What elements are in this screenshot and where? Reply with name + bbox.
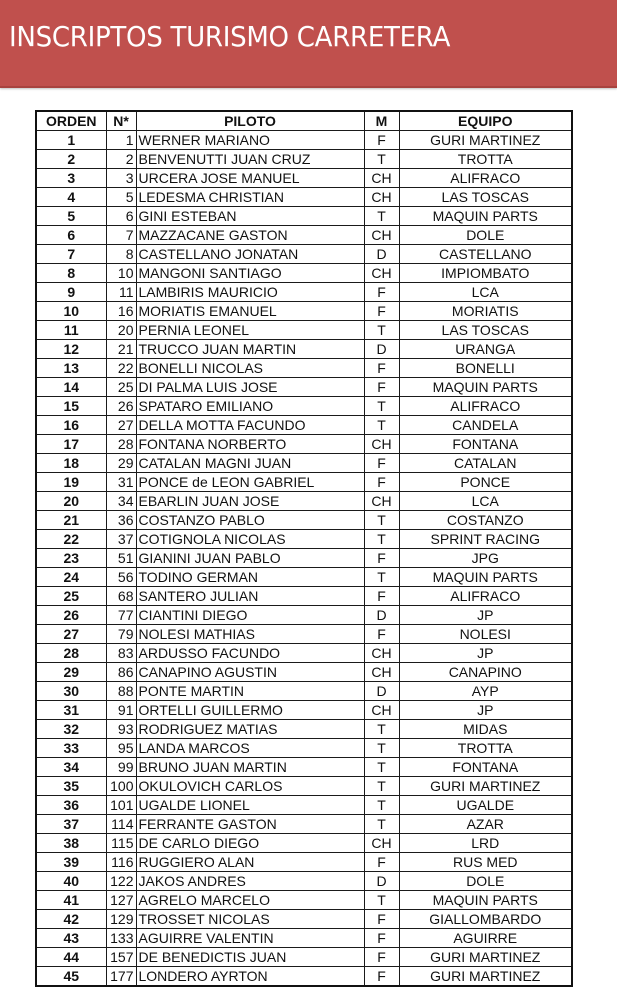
cell-number: 37 bbox=[106, 530, 136, 549]
cell-number: 129 bbox=[106, 910, 136, 929]
cell-piloto: TODINO GERMAN bbox=[136, 568, 364, 587]
cell-piloto: TROSSET NICOLAS bbox=[136, 910, 364, 929]
cell-orden: 33 bbox=[36, 739, 106, 758]
cell-equipo: ALIFRACO bbox=[399, 169, 572, 188]
table-row bbox=[36, 321, 572, 340]
cell-number: 2 bbox=[106, 150, 136, 169]
cell-orden: 5 bbox=[36, 207, 106, 226]
cell-equipo: TROTTA bbox=[399, 150, 572, 169]
column-header-equipo: EQUIPO bbox=[399, 111, 572, 131]
cell-marca: D bbox=[364, 682, 399, 701]
table-row bbox=[36, 682, 572, 701]
cell-piloto: BENVENUTTI JUAN CRUZ bbox=[136, 150, 364, 169]
cell-orden: 19 bbox=[36, 473, 106, 492]
cell-equipo: FONTANA bbox=[399, 758, 572, 777]
cell-piloto: MANGONI SANTIAGO bbox=[136, 264, 364, 283]
cell-equipo: ALIFRACO bbox=[399, 587, 572, 606]
cell-piloto: CIANTINI DIEGO bbox=[136, 606, 364, 625]
table-row bbox=[36, 948, 572, 967]
cell-number: 133 bbox=[106, 929, 136, 948]
cell-equipo: MAQUIN PARTS bbox=[399, 891, 572, 910]
cell-number: 79 bbox=[106, 625, 136, 644]
cell-equipo: CANDELA bbox=[399, 416, 572, 435]
cell-marca: T bbox=[364, 777, 399, 796]
cell-piloto: EBARLIN JUAN JOSE bbox=[136, 492, 364, 511]
entries-table bbox=[35, 110, 573, 987]
cell-equipo: MAQUIN PARTS bbox=[399, 207, 572, 226]
cell-orden: 26 bbox=[36, 606, 106, 625]
cell-marca: T bbox=[364, 796, 399, 815]
cell-equipo: LCA bbox=[399, 283, 572, 302]
cell-orden: 7 bbox=[36, 245, 106, 264]
cell-equipo: RUS MED bbox=[399, 853, 572, 872]
cell-orden: 34 bbox=[36, 758, 106, 777]
cell-equipo: AZAR bbox=[399, 815, 572, 834]
cell-orden: 18 bbox=[36, 454, 106, 473]
column-header-number: N* bbox=[106, 111, 136, 131]
cell-equipo: COSTANZO bbox=[399, 511, 572, 530]
cell-orden: 29 bbox=[36, 663, 106, 682]
cell-number: 95 bbox=[106, 739, 136, 758]
table-row bbox=[36, 777, 572, 796]
cell-equipo: JPG bbox=[399, 549, 572, 568]
table-row bbox=[36, 188, 572, 207]
cell-marca: T bbox=[364, 815, 399, 834]
table-row bbox=[36, 416, 572, 435]
table-body bbox=[36, 131, 572, 987]
cell-orden: 31 bbox=[36, 701, 106, 720]
cell-equipo: TROTTA bbox=[399, 739, 572, 758]
cell-piloto: SANTERO JULIAN bbox=[136, 587, 364, 606]
cell-number: 16 bbox=[106, 302, 136, 321]
cell-number: 83 bbox=[106, 644, 136, 663]
cell-orden: 38 bbox=[36, 834, 106, 853]
table-row bbox=[36, 454, 572, 473]
cell-piloto: WERNER MARIANO bbox=[136, 131, 364, 150]
cell-marca: T bbox=[364, 758, 399, 777]
cell-orden: 12 bbox=[36, 340, 106, 359]
cell-number: 99 bbox=[106, 758, 136, 777]
table-row bbox=[36, 720, 572, 739]
table-row bbox=[36, 169, 572, 188]
cell-number: 1 bbox=[106, 131, 136, 150]
cell-piloto: LEDESMA CHRISTIAN bbox=[136, 188, 364, 207]
cell-number: 20 bbox=[106, 321, 136, 340]
cell-number: 27 bbox=[106, 416, 136, 435]
cell-orden: 8 bbox=[36, 264, 106, 283]
cell-marca: F bbox=[364, 473, 399, 492]
column-header-orden: ORDEN bbox=[36, 111, 106, 131]
cell-number: 3 bbox=[106, 169, 136, 188]
cell-marca: D bbox=[364, 606, 399, 625]
cell-marca: T bbox=[364, 321, 399, 340]
cell-piloto: COSTANZO PABLO bbox=[136, 511, 364, 530]
cell-equipo: BONELLI bbox=[399, 359, 572, 378]
cell-piloto: RODRIGUEZ MATIAS bbox=[136, 720, 364, 739]
table-row bbox=[36, 359, 572, 378]
cell-equipo: JP bbox=[399, 606, 572, 625]
cell-number: 11 bbox=[106, 283, 136, 302]
cell-orden: 45 bbox=[36, 967, 106, 987]
cell-piloto: LAMBIRIS MAURICIO bbox=[136, 283, 364, 302]
table-row bbox=[36, 663, 572, 682]
cell-piloto: PERNIA LEONEL bbox=[136, 321, 364, 340]
cell-marca: D bbox=[364, 245, 399, 264]
table-row bbox=[36, 302, 572, 321]
cell-marca: T bbox=[364, 739, 399, 758]
table-row bbox=[36, 131, 572, 150]
cell-piloto: AGUIRRE VALENTIN bbox=[136, 929, 364, 948]
cell-piloto: AGRELO MARCELO bbox=[136, 891, 364, 910]
cell-marca: T bbox=[364, 397, 399, 416]
cell-equipo: LRD bbox=[399, 834, 572, 853]
cell-marca: T bbox=[364, 511, 399, 530]
cell-orden: 35 bbox=[36, 777, 106, 796]
cell-equipo: MIDAS bbox=[399, 720, 572, 739]
cell-number: 91 bbox=[106, 701, 136, 720]
table-row bbox=[36, 473, 572, 492]
cell-orden: 17 bbox=[36, 435, 106, 454]
cell-marca: F bbox=[364, 549, 399, 568]
cell-number: 77 bbox=[106, 606, 136, 625]
cell-equipo: CANAPINO bbox=[399, 663, 572, 682]
cell-equipo: GIALLOMBARDO bbox=[399, 910, 572, 929]
cell-equipo: URANGA bbox=[399, 340, 572, 359]
cell-orden: 42 bbox=[36, 910, 106, 929]
cell-piloto: TRUCCO JUAN MARTIN bbox=[136, 340, 364, 359]
cell-equipo: SPRINT RACING bbox=[399, 530, 572, 549]
cell-orden: 28 bbox=[36, 644, 106, 663]
cell-piloto: ARDUSSO FACUNDO bbox=[136, 644, 364, 663]
table-row bbox=[36, 378, 572, 397]
cell-orden: 24 bbox=[36, 568, 106, 587]
cell-number: 8 bbox=[106, 245, 136, 264]
table-row bbox=[36, 606, 572, 625]
cell-equipo: CASTELLANO bbox=[399, 245, 572, 264]
title-banner bbox=[0, 0, 617, 88]
cell-orden: 22 bbox=[36, 530, 106, 549]
cell-number: 6 bbox=[106, 207, 136, 226]
table-row bbox=[36, 625, 572, 644]
cell-marca: F bbox=[364, 587, 399, 606]
cell-marca: F bbox=[364, 910, 399, 929]
cell-marca: F bbox=[364, 454, 399, 473]
cell-piloto: BRUNO JUAN MARTIN bbox=[136, 758, 364, 777]
table-row bbox=[36, 587, 572, 606]
cell-marca: F bbox=[364, 359, 399, 378]
cell-orden: 3 bbox=[36, 169, 106, 188]
cell-orden: 15 bbox=[36, 397, 106, 416]
cell-piloto: ORTELLI GUILLERMO bbox=[136, 701, 364, 720]
table-row bbox=[36, 207, 572, 226]
table-row bbox=[36, 340, 572, 359]
cell-equipo: JP bbox=[399, 701, 572, 720]
cell-piloto: LANDA MARCOS bbox=[136, 739, 364, 758]
cell-marca: CH bbox=[364, 264, 399, 283]
cell-piloto: MORIATIS EMANUEL bbox=[136, 302, 364, 321]
cell-equipo: DOLE bbox=[399, 872, 572, 891]
table-row bbox=[36, 492, 572, 511]
cell-piloto: LONDERO AYRTON bbox=[136, 967, 364, 987]
cell-marca: CH bbox=[364, 644, 399, 663]
column-header-marca: M bbox=[364, 111, 399, 131]
table-row bbox=[36, 796, 572, 815]
table-row bbox=[36, 834, 572, 853]
cell-orden: 40 bbox=[36, 872, 106, 891]
cell-number: 68 bbox=[106, 587, 136, 606]
cell-equipo: ALIFRACO bbox=[399, 397, 572, 416]
cell-orden: 21 bbox=[36, 511, 106, 530]
cell-orden: 6 bbox=[36, 226, 106, 245]
cell-orden: 14 bbox=[36, 378, 106, 397]
table-row bbox=[36, 758, 572, 777]
cell-orden: 44 bbox=[36, 948, 106, 967]
cell-orden: 2 bbox=[36, 150, 106, 169]
table-row bbox=[36, 530, 572, 549]
cell-number: 127 bbox=[106, 891, 136, 910]
cell-marca: T bbox=[364, 891, 399, 910]
cell-number: 5 bbox=[106, 188, 136, 207]
cell-piloto: GIANINI JUAN PABLO bbox=[136, 549, 364, 568]
cell-marca: CH bbox=[364, 701, 399, 720]
cell-equipo: NOLESI bbox=[399, 625, 572, 644]
table-row bbox=[36, 872, 572, 891]
cell-number: 7 bbox=[106, 226, 136, 245]
table-row bbox=[36, 245, 572, 264]
cell-marca: T bbox=[364, 720, 399, 739]
cell-piloto: MAZZACANE GASTON bbox=[136, 226, 364, 245]
table-row bbox=[36, 929, 572, 948]
cell-marca: CH bbox=[364, 435, 399, 454]
cell-equipo: LAS TOSCAS bbox=[399, 188, 572, 207]
cell-number: 28 bbox=[106, 435, 136, 454]
cell-marca: T bbox=[364, 530, 399, 549]
cell-number: 88 bbox=[106, 682, 136, 701]
table-row bbox=[36, 815, 572, 834]
cell-equipo: FONTANA bbox=[399, 435, 572, 454]
cell-marca: T bbox=[364, 568, 399, 587]
cell-piloto: DI PALMA LUIS JOSE bbox=[136, 378, 364, 397]
cell-orden: 13 bbox=[36, 359, 106, 378]
cell-marca: F bbox=[364, 283, 399, 302]
cell-number: 29 bbox=[106, 454, 136, 473]
cell-piloto: PONTE MARTIN bbox=[136, 682, 364, 701]
cell-number: 31 bbox=[106, 473, 136, 492]
cell-number: 100 bbox=[106, 777, 136, 796]
cell-orden: 27 bbox=[36, 625, 106, 644]
cell-piloto: NOLESI MATHIAS bbox=[136, 625, 364, 644]
cell-marca: CH bbox=[364, 226, 399, 245]
cell-number: 10 bbox=[106, 264, 136, 283]
cell-number: 34 bbox=[106, 492, 136, 511]
cell-equipo: MORIATIS bbox=[399, 302, 572, 321]
cell-equipo: GURI MARTINEZ bbox=[399, 777, 572, 796]
cell-marca: T bbox=[364, 150, 399, 169]
cell-orden: 25 bbox=[36, 587, 106, 606]
cell-marca: CH bbox=[364, 663, 399, 682]
cell-equipo: UGALDE bbox=[399, 796, 572, 815]
table-row bbox=[36, 910, 572, 929]
cell-piloto: URCERA JOSE MANUEL bbox=[136, 169, 364, 188]
cell-number: 122 bbox=[106, 872, 136, 891]
cell-piloto: CATALAN MAGNI JUAN bbox=[136, 454, 364, 473]
cell-orden: 37 bbox=[36, 815, 106, 834]
cell-number: 116 bbox=[106, 853, 136, 872]
cell-equipo: DOLE bbox=[399, 226, 572, 245]
cell-piloto: DE BENEDICTIS JUAN bbox=[136, 948, 364, 967]
cell-equipo: IMPIOMBATO bbox=[399, 264, 572, 283]
column-header-piloto: PILOTO bbox=[136, 111, 364, 131]
cell-orden: 41 bbox=[36, 891, 106, 910]
cell-piloto: GINI ESTEBAN bbox=[136, 207, 364, 226]
cell-marca: F bbox=[364, 853, 399, 872]
cell-orden: 4 bbox=[36, 188, 106, 207]
cell-number: 25 bbox=[106, 378, 136, 397]
cell-number: 86 bbox=[106, 663, 136, 682]
cell-marca: T bbox=[364, 416, 399, 435]
table-row bbox=[36, 891, 572, 910]
cell-number: 177 bbox=[106, 967, 136, 987]
cell-marca: D bbox=[364, 872, 399, 891]
cell-number: 114 bbox=[106, 815, 136, 834]
cell-piloto: CASTELLANO JONATAN bbox=[136, 245, 364, 264]
cell-piloto: DE CARLO DIEGO bbox=[136, 834, 364, 853]
cell-marca: F bbox=[364, 625, 399, 644]
cell-equipo: GURI MARTINEZ bbox=[399, 967, 572, 987]
cell-marca: D bbox=[364, 340, 399, 359]
page-title: INSCRIPTOS TURISMO CARRETERA bbox=[9, 20, 451, 53]
cell-orden: 9 bbox=[36, 283, 106, 302]
cell-marca: F bbox=[364, 929, 399, 948]
table-row bbox=[36, 549, 572, 568]
cell-equipo: CATALAN bbox=[399, 454, 572, 473]
cell-orden: 30 bbox=[36, 682, 106, 701]
cell-marca: CH bbox=[364, 834, 399, 853]
cell-piloto: UGALDE LIONEL bbox=[136, 796, 364, 815]
cell-equipo: JP bbox=[399, 644, 572, 663]
table-row bbox=[36, 701, 572, 720]
cell-piloto: SPATARO EMILIANO bbox=[136, 397, 364, 416]
cell-marca: F bbox=[364, 302, 399, 321]
cell-number: 157 bbox=[106, 948, 136, 967]
cell-orden: 39 bbox=[36, 853, 106, 872]
table-row bbox=[36, 853, 572, 872]
cell-orden: 20 bbox=[36, 492, 106, 511]
cell-orden: 36 bbox=[36, 796, 106, 815]
table-row bbox=[36, 511, 572, 530]
cell-orden: 23 bbox=[36, 549, 106, 568]
cell-number: 26 bbox=[106, 397, 136, 416]
cell-piloto: COTIGNOLA NICOLAS bbox=[136, 530, 364, 549]
cell-marca: F bbox=[364, 948, 399, 967]
cell-number: 22 bbox=[106, 359, 136, 378]
cell-equipo: AGUIRRE bbox=[399, 929, 572, 948]
cell-number: 36 bbox=[106, 511, 136, 530]
table-row bbox=[36, 568, 572, 587]
cell-equipo: GURI MARTINEZ bbox=[399, 948, 572, 967]
cell-number: 115 bbox=[106, 834, 136, 853]
cell-piloto: CANAPINO AGUSTIN bbox=[136, 663, 364, 682]
cell-equipo: AYP bbox=[399, 682, 572, 701]
table-row bbox=[36, 397, 572, 416]
cell-equipo: PONCE bbox=[399, 473, 572, 492]
cell-marca: CH bbox=[364, 492, 399, 511]
table-row bbox=[36, 150, 572, 169]
cell-equipo: LAS TOSCAS bbox=[399, 321, 572, 340]
cell-marca: F bbox=[364, 378, 399, 397]
cell-number: 101 bbox=[106, 796, 136, 815]
cell-orden: 16 bbox=[36, 416, 106, 435]
cell-piloto: RUGGIERO ALAN bbox=[136, 853, 364, 872]
cell-piloto: FONTANA NORBERTO bbox=[136, 435, 364, 454]
cell-marca: CH bbox=[364, 188, 399, 207]
cell-orden: 32 bbox=[36, 720, 106, 739]
cell-equipo: LCA bbox=[399, 492, 572, 511]
cell-number: 51 bbox=[106, 549, 136, 568]
cell-orden: 43 bbox=[36, 929, 106, 948]
cell-orden: 1 bbox=[36, 131, 106, 150]
table-row bbox=[36, 226, 572, 245]
table-row bbox=[36, 435, 572, 454]
cell-marca: T bbox=[364, 207, 399, 226]
cell-equipo: MAQUIN PARTS bbox=[399, 568, 572, 587]
cell-orden: 11 bbox=[36, 321, 106, 340]
table-row bbox=[36, 644, 572, 663]
table-row bbox=[36, 283, 572, 302]
cell-piloto: JAKOS ANDRES bbox=[136, 872, 364, 891]
cell-equipo: GURI MARTINEZ bbox=[399, 131, 572, 150]
cell-equipo: MAQUIN PARTS bbox=[399, 378, 572, 397]
cell-marca: F bbox=[364, 967, 399, 987]
table-header-row bbox=[36, 111, 572, 131]
table-row bbox=[36, 967, 572, 987]
cell-number: 93 bbox=[106, 720, 136, 739]
cell-number: 21 bbox=[106, 340, 136, 359]
cell-orden: 10 bbox=[36, 302, 106, 321]
cell-piloto: BONELLI NICOLAS bbox=[136, 359, 364, 378]
cell-piloto: DELLA MOTTA FACUNDO bbox=[136, 416, 364, 435]
cell-marca: CH bbox=[364, 169, 399, 188]
table-row bbox=[36, 739, 572, 758]
cell-piloto: FERRANTE GASTON bbox=[136, 815, 364, 834]
table-row bbox=[36, 264, 572, 283]
cell-piloto: OKULOVICH CARLOS bbox=[136, 777, 364, 796]
cell-marca: F bbox=[364, 131, 399, 150]
cell-number: 56 bbox=[106, 568, 136, 587]
cell-piloto: PONCE de LEON GABRIEL bbox=[136, 473, 364, 492]
